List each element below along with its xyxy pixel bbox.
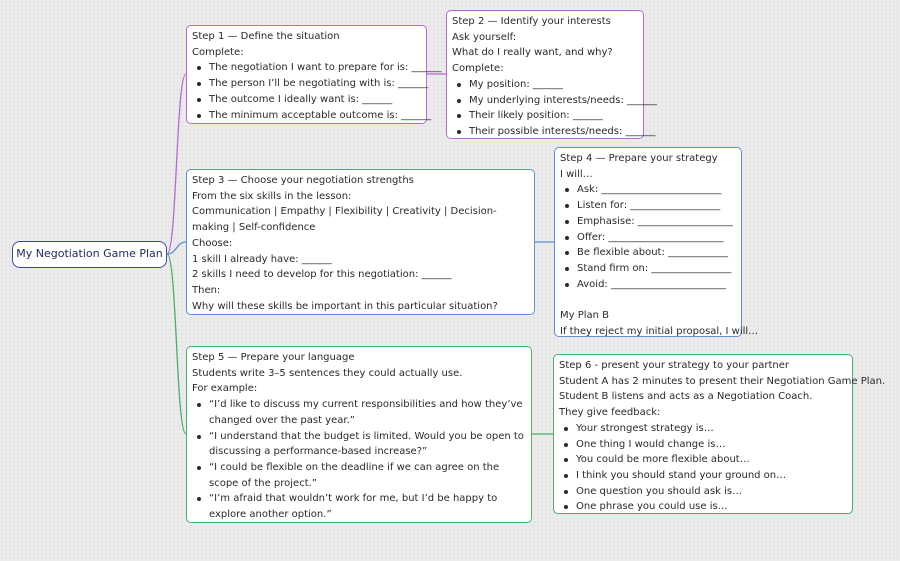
step1-title: Step 1 — Define the situation (192, 31, 340, 42)
spacer (560, 292, 735, 308)
list-item: You could be more flexible about… (559, 452, 846, 468)
step1-intro: Complete: (192, 46, 244, 58)
list-item: Offer: _______________________ (560, 230, 735, 246)
step4-title: Step 4 — Prepare your strategy (560, 153, 718, 164)
step4-intro: I will… (560, 168, 593, 180)
step5-line: Students write 3–5 sentences they could actually use. (192, 367, 463, 379)
list-item: Listen for: __________________ (560, 198, 735, 214)
list-item: The person I’ll be negotiating with is: ______ (192, 76, 420, 92)
step3-line: From the six skills in the lesson: (192, 190, 352, 202)
step5-line: For example: (192, 383, 258, 395)
list-item: Your strongest strategy is… (559, 421, 846, 437)
connector-root-step5 (167, 254, 186, 434)
step3-line: Then: (192, 284, 221, 296)
step4-list (560, 182, 735, 292)
step2-title: Step 2 — Identify your interests (452, 16, 611, 27)
list-item: “I’m afraid that wouldn’t work for me, but I’d be happy to explore another option.” (192, 491, 525, 522)
step4-node[interactable] (554, 147, 759, 337)
list-item: I think you should stand your ground on… (559, 468, 846, 484)
list-item: One phrase you could use is… (559, 499, 846, 515)
list-item: “I understand that the budget is limited. Would you be open to discussing a performance-based increase?” (192, 429, 525, 460)
list-item: Be flexible about: ____________ (560, 245, 735, 261)
list-item: “I could be flexible on the deadline if we can agree on the scope of the project.” (192, 460, 525, 491)
step1-list (192, 60, 442, 123)
list-item: One question you should ask is… (559, 484, 846, 500)
step2-line: Complete: (452, 63, 504, 75)
step6-line: They give feedback: (559, 407, 661, 419)
step3-skills: Communication | Empathy | Flexibility | Creativity | Decision-making | Self-confidence (192, 206, 497, 234)
step3-line: 2 skills I need to develop for this negotiation: ______ (192, 269, 452, 281)
step6-title: Step 6 - present your strategy to your partner (559, 360, 790, 371)
step5-title: Step 5 — Prepare your language (192, 352, 355, 363)
step6-node[interactable] (553, 354, 886, 514)
connector-root-step1 (167, 74, 186, 254)
step4-planb-text: If they reject my initial proposal, I will… (560, 325, 759, 337)
list-item: Ask: ________________________ (560, 182, 735, 198)
list-item: Emphasise: ___________________ (560, 214, 735, 230)
step5-node[interactable] (186, 346, 532, 523)
step3-line: Choose: (192, 237, 233, 249)
list-item: My underlying interests/needs: ______ (452, 93, 637, 109)
list-item: Their possible interests/needs: ______ (452, 124, 637, 140)
step4-planb-title: My Plan B (560, 310, 610, 322)
step2-node[interactable] (446, 10, 658, 139)
list-item: “I’d like to discuss my current responsibilities and how they’ve changed over the past year.” (192, 397, 525, 428)
step3-node[interactable] (186, 169, 535, 315)
list-item: Avoid: _______________________ (560, 277, 735, 293)
step3-title: Step 3 — Choose your negotiation strengths (192, 175, 414, 186)
list-item: The outcome I ideally want is: ______ (192, 92, 420, 108)
step3-line: 1 skill I already have: ______ (192, 253, 332, 265)
step6-line: Student B listens and acts as a Negotiation Coach. (559, 391, 813, 403)
central-topic-node[interactable] (12, 241, 167, 268)
step5-list (192, 397, 525, 523)
list-item: My position: ______ (452, 77, 637, 93)
list-item: The minimum acceptable outcome is: ______ (192, 108, 420, 124)
step6-list (559, 421, 846, 515)
list-item: Their likely position: ______ (452, 108, 637, 124)
central-topic-label: My Negotiation Game Plan (16, 247, 163, 260)
list-item: One thing I would change is… (559, 437, 846, 453)
step2-line: Ask yourself: (452, 31, 517, 43)
step1-node[interactable] (186, 25, 442, 124)
step3-line: Why will these skills be important in this particular situation? (192, 300, 498, 312)
step6-line: Student A has 2 minutes to present their Negotiation Game Plan. (559, 375, 886, 387)
list-item: The negotiation I want to prepare for is: ______ (192, 60, 420, 76)
list-item: Stand firm on: ________________ (560, 261, 735, 277)
step2-list (452, 77, 658, 140)
step2-line: What do I really want, and why? (452, 47, 613, 59)
